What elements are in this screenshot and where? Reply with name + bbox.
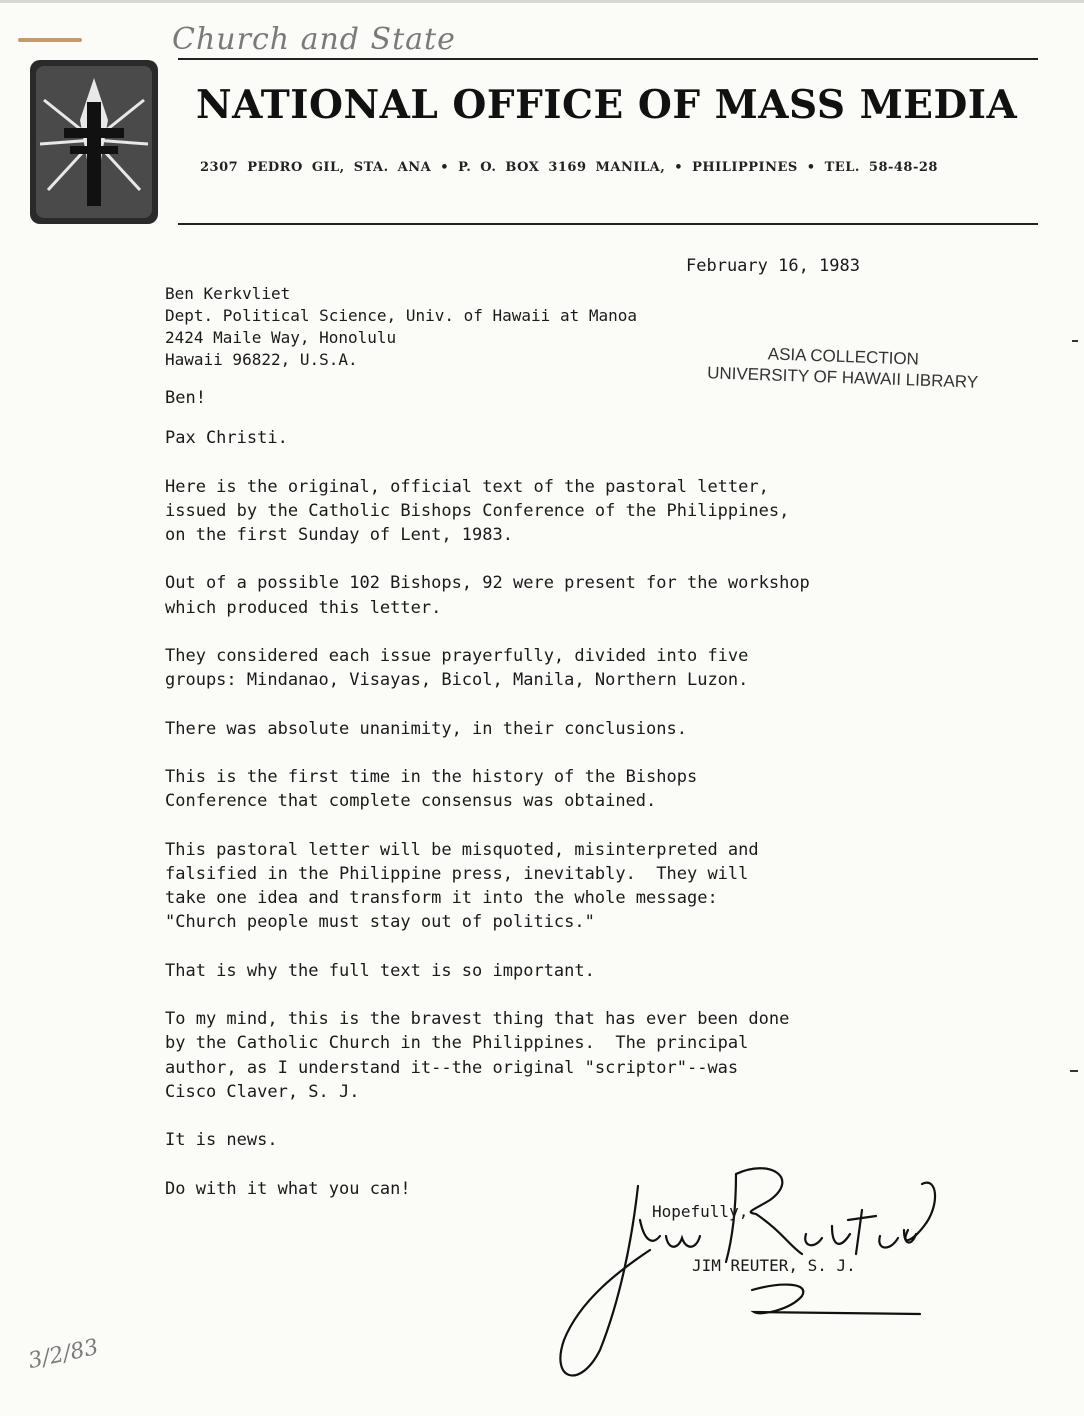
- stamp-line: ASIA COLLECTION: [767, 344, 920, 369]
- cross-logo-icon: [30, 60, 158, 224]
- paragraph: Out of a possible 102 Bishops, 92 were present for the workshop which produced this letter.: [165, 573, 810, 618]
- paragraph: Here is the original, official text of the pastoral letter, issued by the Catholic Bishops Conference of the Philippines, on the first Sunday of Lent, 1983.: [165, 476, 790, 546]
- salutation: Ben!: [165, 388, 206, 408]
- signer-name: JIM REUTER, S. J.: [692, 1256, 856, 1275]
- paper-clip-mark: [18, 38, 82, 42]
- letterhead-rule-bottom: [178, 223, 1038, 225]
- paragraph: They considered each issue prayerfully, divided into five groups: Mindanao, Visayas, Bicol, Manila, Northern Luzon.: [165, 646, 749, 691]
- handwritten-note-top: Church and State: [172, 22, 456, 57]
- paragraph: Do with it what you can!: [165, 1178, 411, 1199]
- paragraph: That is why the full text is so important.: [165, 960, 595, 981]
- letter-date: February 16, 1983: [686, 256, 860, 276]
- margin-mark: [1070, 1070, 1078, 1072]
- paragraph: This is the first time in the history of the Bishops Conference that complete consensus was obtained.: [165, 766, 698, 812]
- addressee-line: Dept. Political Science, Univ. of Hawaii at Manoa: [165, 306, 638, 325]
- margin-mark: [1072, 340, 1078, 342]
- paragraph: To my mind, this is the bravest thing that has ever been done by the Catholic Church in the Philippines. The principal author, as I understand it--the original "scriptor"--was Cisco Claver, S. J.: [165, 1009, 790, 1102]
- addressee-line: 2424 Maile Way, Honolulu: [165, 328, 397, 347]
- organization-address: 2307 PEDRO GIL, STA. ANA • P. O. BOX 3169 MANILA, • PHILIPPINES • TEL. 58-48-28: [200, 160, 938, 175]
- addressee-line: Hawaii 96822, U.S.A.: [165, 350, 358, 369]
- letter-body: [165, 386, 985, 1201]
- page-edge: [0, 0, 1084, 3]
- letterhead-rule-top: [178, 58, 1038, 60]
- addressee-block: [165, 283, 637, 371]
- addressee-line: Ben Kerkvliet: [165, 284, 291, 303]
- greeting: Pax Christi.: [165, 428, 288, 449]
- handwritten-date-note: 3/2/83: [26, 1334, 101, 1375]
- closing: Hopefully,: [652, 1202, 749, 1221]
- organization-name: NATIONAL OFFICE OF MASS MEDIA: [196, 82, 1018, 128]
- stamp-line: UNIVERSITY OF HAWAII LIBRARY: [706, 363, 979, 392]
- paragraph: This pastoral letter will be misquoted, misinterpreted and falsified in the Philippine press, inevitably. They will take one idea and transform it into the whole message: "Church people must stay out of politics.": [165, 839, 759, 933]
- paragraph: It is news.: [165, 1130, 278, 1151]
- paragraph: There was absolute unanimity, in their conclusions.: [165, 718, 687, 739]
